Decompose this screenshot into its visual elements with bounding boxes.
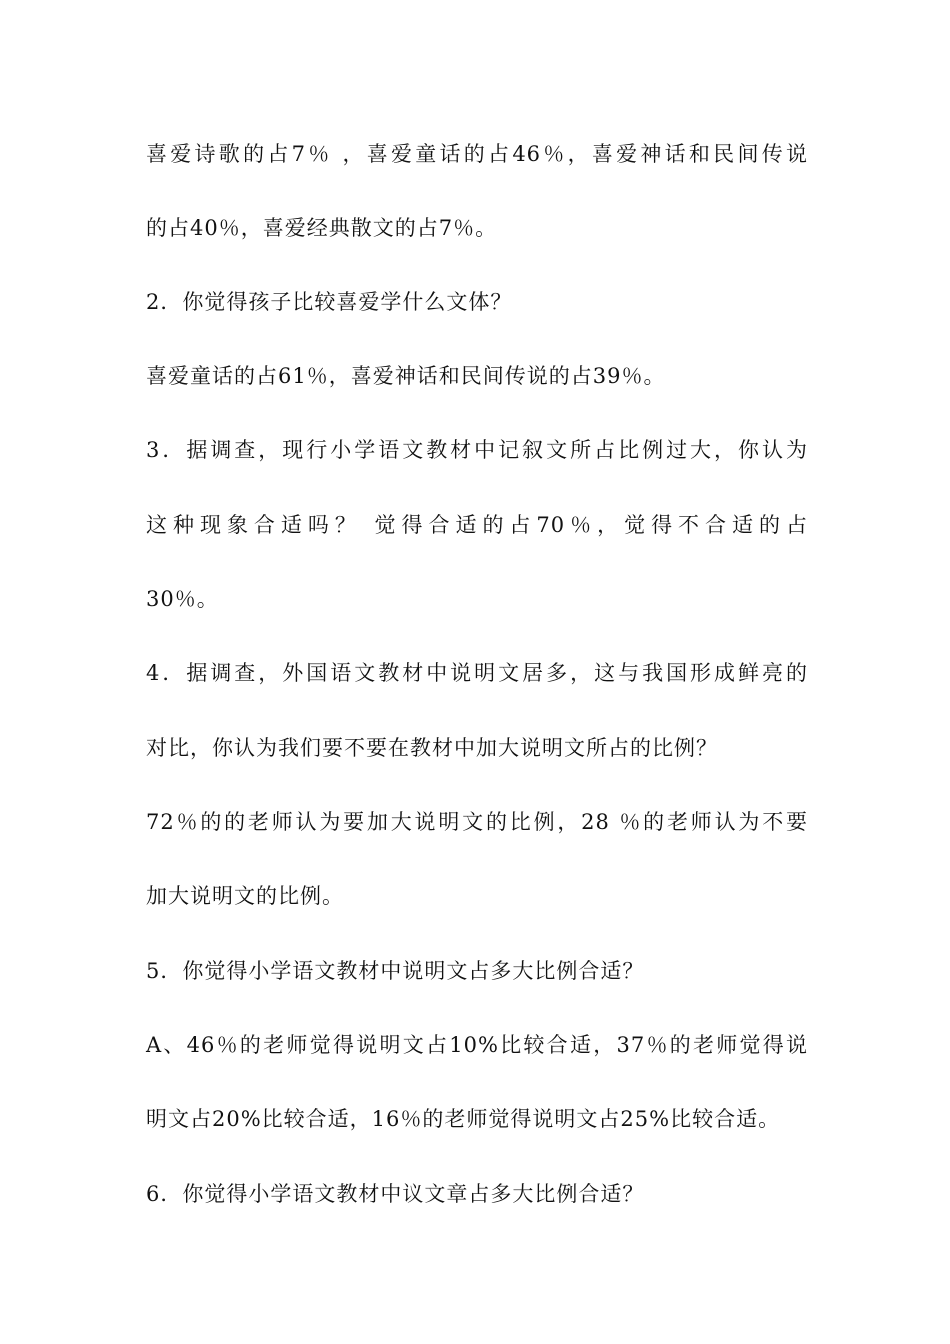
answer-line: 喜爱童话的占61％，喜爱神话和民间传说的占39％。 (146, 364, 666, 388)
answer-line: 72％的的老师认为要加大说明文的比例，28 ％的老师认为不要 (146, 810, 808, 834)
paragraph-line: 喜爱诗歌的占7％ ，喜爱童话的占46％，喜爱神话和民间传说 (146, 142, 808, 166)
question-6: 6．你觉得小学语文教材中议文章占多大比例合适？ (146, 1182, 645, 1206)
question-4: 4．据调查，外国语文教材中说明文居多，这与我国形成鲜亮的 (146, 661, 808, 685)
question-3: 3．据调查，现行小学语文教材中记叙文所占比例过大，你认为 (146, 438, 808, 462)
answer-line: 明文占20%比较合适，16％的老师觉得说明文占25%比较合适。 (146, 1107, 781, 1131)
question-2: 2．你觉得孩子比较喜爱学什么文体？ (146, 290, 513, 314)
answer-line: 这种现象合适吗？ 觉得合适的占70％，觉得不合适的占 (146, 513, 808, 537)
answer-line: A、46％的老师觉得说明文占10%比较合适，37％的老师觉得说 (146, 1033, 808, 1057)
question-4-continued: 对比，你认为我们要不要在教材中加大说明文所占的比例？ (146, 736, 718, 760)
paragraph-line: 的占40％，喜爱经典散文的占7％。 (146, 216, 498, 240)
answer-line: 30％。 (146, 587, 219, 611)
question-5: 5．你觉得小学语文教材中说明文占多大比例合适？ (146, 959, 645, 983)
answer-line: 加大说明文的比例。 (146, 884, 344, 908)
